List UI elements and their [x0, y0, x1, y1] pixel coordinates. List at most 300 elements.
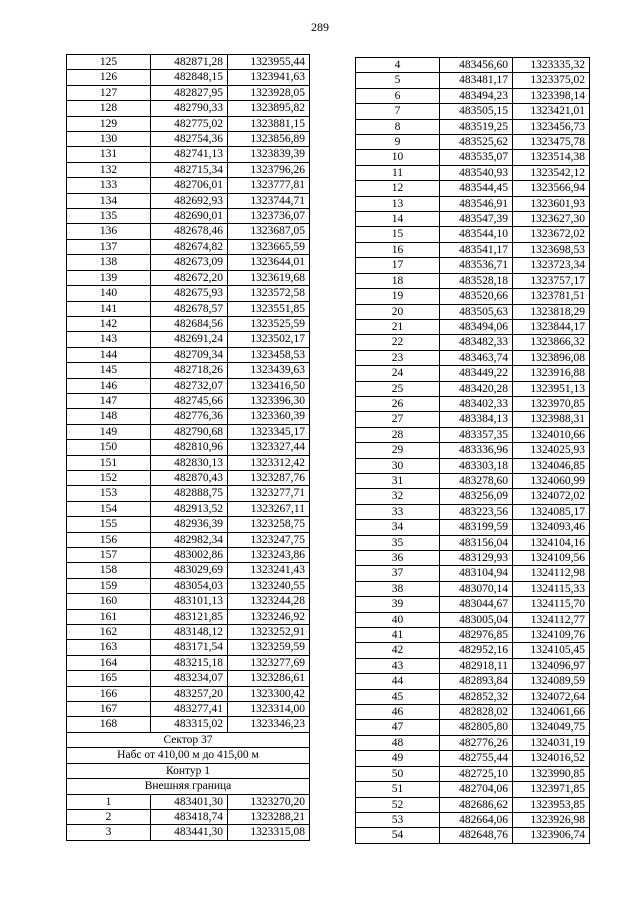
point-number: 167	[67, 702, 151, 717]
point-number: 4	[356, 58, 440, 73]
x-coordinate: 483101,13	[151, 594, 228, 609]
y-coordinate: 1323896,08	[513, 350, 590, 365]
point-number: 10	[356, 150, 440, 165]
table-row	[356, 658, 590, 673]
y-coordinate: 1324105,45	[513, 643, 590, 658]
y-coordinate: 1323312,42	[228, 455, 310, 470]
point-number: 161	[67, 609, 151, 624]
point-number: 150	[67, 440, 151, 455]
point-number: 166	[67, 686, 151, 701]
y-coordinate: 1324093,46	[513, 520, 590, 535]
y-coordinate: 1324072,64	[513, 689, 590, 704]
x-coordinate: 482704,06	[440, 782, 513, 797]
table-row	[67, 825, 310, 840]
table-row	[67, 563, 310, 578]
y-coordinate: 1324109,76	[513, 628, 590, 643]
y-coordinate: 1323525,59	[228, 316, 310, 331]
x-coordinate: 482745,66	[151, 393, 228, 408]
x-coordinate: 483005,04	[440, 612, 513, 627]
table-row	[67, 594, 310, 609]
x-coordinate: 482678,46	[151, 224, 228, 239]
point-number: 157	[67, 548, 151, 563]
y-coordinate: 1324104,16	[513, 535, 590, 550]
point-number: 146	[67, 378, 151, 393]
y-coordinate: 1323335,32	[513, 58, 590, 73]
y-coordinate: 1323672,02	[513, 227, 590, 242]
y-coordinate: 1323757,17	[513, 273, 590, 288]
table-row	[356, 227, 590, 242]
x-coordinate: 483171,54	[151, 640, 228, 655]
x-coordinate: 483104,94	[440, 566, 513, 581]
x-coordinate: 482976,85	[440, 628, 513, 643]
point-number: 47	[356, 720, 440, 735]
point-number: 140	[67, 286, 151, 301]
table-row	[67, 270, 310, 285]
table-row	[356, 581, 590, 596]
y-coordinate: 1323270,20	[228, 794, 310, 809]
point-number: 21	[356, 319, 440, 334]
y-coordinate: 1323856,89	[228, 132, 310, 147]
y-coordinate: 1324096,97	[513, 658, 590, 673]
y-coordinate: 1324046,85	[513, 458, 590, 473]
table-row	[67, 517, 310, 532]
y-coordinate: 1323895,82	[228, 101, 310, 116]
table-row	[67, 378, 310, 393]
table-row	[356, 812, 590, 827]
x-coordinate: 482691,24	[151, 332, 228, 347]
point-number: 149	[67, 424, 151, 439]
y-coordinate: 1323941,63	[228, 70, 310, 85]
table-row	[356, 88, 590, 103]
point-number: 131	[67, 147, 151, 162]
table-row	[67, 655, 310, 670]
x-coordinate: 482852,32	[440, 689, 513, 704]
table-row	[67, 55, 310, 70]
x-coordinate: 482830,13	[151, 455, 228, 470]
point-number: 143	[67, 332, 151, 347]
y-coordinate: 1323990,85	[513, 766, 590, 781]
table-row	[67, 424, 310, 439]
table-row	[67, 85, 310, 100]
y-coordinate: 1324112,77	[513, 612, 590, 627]
table-row	[67, 239, 310, 254]
contour-label: Контур 1	[67, 763, 310, 778]
table-row	[67, 548, 310, 563]
point-number: 45	[356, 689, 440, 704]
y-coordinate: 1323926,98	[513, 812, 590, 827]
y-coordinate: 1323971,85	[513, 782, 590, 797]
x-coordinate: 482709,34	[151, 347, 228, 362]
x-coordinate: 483234,07	[151, 671, 228, 686]
y-coordinate: 1323458,53	[228, 347, 310, 362]
point-number: 144	[67, 347, 151, 362]
point-number: 54	[356, 828, 440, 843]
y-coordinate: 1324112,98	[513, 566, 590, 581]
x-coordinate: 483278,60	[440, 473, 513, 488]
x-coordinate: 483402,33	[440, 396, 513, 411]
table-row	[356, 751, 590, 766]
x-coordinate: 483121,85	[151, 609, 228, 624]
point-number: 134	[67, 193, 151, 208]
y-coordinate: 1324031,19	[513, 735, 590, 750]
table-row	[67, 301, 310, 316]
y-coordinate: 1324049,75	[513, 720, 590, 735]
x-coordinate: 483536,71	[440, 258, 513, 273]
point-number: 17	[356, 258, 440, 273]
table-row	[356, 304, 590, 319]
x-coordinate: 482755,44	[440, 751, 513, 766]
y-coordinate: 1324010,66	[513, 427, 590, 442]
x-coordinate: 483528,18	[440, 273, 513, 288]
x-coordinate: 483481,17	[440, 73, 513, 88]
point-number: 44	[356, 674, 440, 689]
x-coordinate: 482664,06	[440, 812, 513, 827]
table-row	[67, 209, 310, 224]
y-coordinate: 1323777,81	[228, 178, 310, 193]
point-number: 16	[356, 242, 440, 257]
table-row	[356, 104, 590, 119]
table-row	[67, 393, 310, 408]
table-row	[356, 473, 590, 488]
y-coordinate: 1323866,32	[513, 335, 590, 350]
point-number: 162	[67, 625, 151, 640]
y-coordinate: 1323345,17	[228, 424, 310, 439]
y-coordinate: 1323300,42	[228, 686, 310, 701]
y-coordinate: 1323243,86	[228, 548, 310, 563]
point-number: 155	[67, 517, 151, 532]
point-number: 9	[356, 135, 440, 150]
table-row	[356, 782, 590, 797]
x-coordinate: 483215,18	[151, 655, 228, 670]
y-coordinate: 1324061,66	[513, 705, 590, 720]
y-coordinate: 1323327,44	[228, 440, 310, 455]
y-coordinate: 1323818,29	[513, 304, 590, 319]
table-row	[67, 224, 310, 239]
y-coordinate: 1323241,43	[228, 563, 310, 578]
point-number: 20	[356, 304, 440, 319]
point-number: 136	[67, 224, 151, 239]
point-number: 126	[67, 70, 151, 85]
x-coordinate: 483520,66	[440, 289, 513, 304]
y-coordinate: 1323572,58	[228, 286, 310, 301]
y-coordinate: 1323736,07	[228, 209, 310, 224]
point-number: 160	[67, 594, 151, 609]
x-coordinate: 483315,02	[151, 717, 228, 732]
x-coordinate: 483494,06	[440, 319, 513, 334]
y-coordinate: 1323601,93	[513, 196, 590, 211]
table-row	[356, 520, 590, 535]
point-number: 33	[356, 504, 440, 519]
y-coordinate: 1323951,13	[513, 381, 590, 396]
table-row	[67, 578, 310, 593]
y-coordinate: 1323346,23	[228, 717, 310, 732]
table-row	[67, 671, 310, 686]
point-number: 23	[356, 350, 440, 365]
point-number: 7	[356, 104, 440, 119]
x-coordinate: 483029,69	[151, 563, 228, 578]
table-row	[356, 381, 590, 396]
x-coordinate: 482775,02	[151, 116, 228, 131]
y-coordinate: 1323277,71	[228, 486, 310, 501]
point-number: 158	[67, 563, 151, 578]
x-coordinate: 483525,62	[440, 135, 513, 150]
x-coordinate: 483129,93	[440, 551, 513, 566]
table-row	[356, 504, 590, 519]
y-coordinate: 1323644,01	[228, 255, 310, 270]
x-coordinate: 482692,93	[151, 193, 228, 208]
point-number: 25	[356, 381, 440, 396]
table-row	[356, 412, 590, 427]
point-number: 132	[67, 162, 151, 177]
x-coordinate: 483148,12	[151, 625, 228, 640]
y-coordinate: 1323315,08	[228, 825, 310, 840]
y-coordinate: 1323953,85	[513, 797, 590, 812]
table-row	[67, 440, 310, 455]
table-row	[67, 609, 310, 624]
table-row	[67, 532, 310, 547]
y-coordinate: 1323698,53	[513, 242, 590, 257]
x-coordinate: 483277,41	[151, 702, 228, 717]
point-number: 40	[356, 612, 440, 627]
y-coordinate: 1323665,59	[228, 239, 310, 254]
point-number: 165	[67, 671, 151, 686]
table-row	[356, 766, 590, 781]
y-coordinate: 1323252,91	[228, 625, 310, 640]
y-coordinate: 1324072,02	[513, 489, 590, 504]
table-row	[67, 717, 310, 732]
x-coordinate: 483303,18	[440, 458, 513, 473]
x-coordinate: 483463,74	[440, 350, 513, 365]
table-row	[356, 135, 590, 150]
point-number: 145	[67, 363, 151, 378]
y-coordinate: 1323439,63	[228, 363, 310, 378]
x-coordinate: 483044,67	[440, 597, 513, 612]
x-coordinate: 482673,09	[151, 255, 228, 270]
x-coordinate: 482790,33	[151, 101, 228, 116]
x-coordinate: 482952,16	[440, 643, 513, 658]
table-row	[356, 119, 590, 134]
table-row	[67, 640, 310, 655]
point-number: 148	[67, 409, 151, 424]
point-number: 168	[67, 717, 151, 732]
table-row	[67, 702, 310, 717]
x-coordinate: 482776,26	[440, 735, 513, 750]
table-row	[67, 193, 310, 208]
y-coordinate: 1323288,21	[228, 809, 310, 824]
x-coordinate: 483336,96	[440, 443, 513, 458]
point-number: 32	[356, 489, 440, 504]
point-number: 153	[67, 486, 151, 501]
table-row	[356, 319, 590, 334]
point-number: 12	[356, 181, 440, 196]
table-row	[67, 363, 310, 378]
y-coordinate: 1323375,02	[513, 73, 590, 88]
y-coordinate: 1323514,38	[513, 150, 590, 165]
y-coordinate: 1323796,26	[228, 162, 310, 177]
x-coordinate: 482870,43	[151, 470, 228, 485]
x-coordinate: 483541,17	[440, 242, 513, 257]
point-number: 31	[356, 473, 440, 488]
x-coordinate: 483544,45	[440, 181, 513, 196]
point-number: 41	[356, 628, 440, 643]
table-row	[67, 686, 310, 701]
point-number: 18	[356, 273, 440, 288]
y-coordinate: 1323551,85	[228, 301, 310, 316]
y-coordinate: 1324115,33	[513, 581, 590, 596]
x-coordinate: 483505,15	[440, 104, 513, 119]
x-coordinate: 483401,30	[151, 794, 228, 809]
y-coordinate: 1323723,34	[513, 258, 590, 273]
table-row	[67, 70, 310, 85]
y-coordinate: 1323839,39	[228, 147, 310, 162]
y-coordinate: 1324089,59	[513, 674, 590, 689]
x-coordinate: 482827,95	[151, 85, 228, 100]
table-row	[67, 794, 310, 809]
point-number: 8	[356, 119, 440, 134]
point-number: 3	[67, 825, 151, 840]
y-coordinate: 1323970,85	[513, 396, 590, 411]
y-coordinate: 1324115,70	[513, 597, 590, 612]
table-row	[356, 535, 590, 550]
table-row	[67, 178, 310, 193]
table-row	[356, 597, 590, 612]
y-coordinate: 1323988,31	[513, 412, 590, 427]
point-number: 26	[356, 396, 440, 411]
point-number: 24	[356, 366, 440, 381]
table-row	[356, 181, 590, 196]
x-coordinate: 482848,15	[151, 70, 228, 85]
point-number: 22	[356, 335, 440, 350]
table-row	[356, 566, 590, 581]
x-coordinate: 482648,76	[440, 828, 513, 843]
x-coordinate: 482936,39	[151, 517, 228, 532]
point-number: 48	[356, 735, 440, 750]
x-coordinate: 482718,26	[151, 363, 228, 378]
point-number: 128	[67, 101, 151, 116]
x-coordinate: 483199,59	[440, 520, 513, 535]
y-coordinate: 1323258,75	[228, 517, 310, 532]
table-row	[67, 347, 310, 362]
table-row	[356, 643, 590, 658]
point-number: 1	[67, 794, 151, 809]
x-coordinate: 483002,86	[151, 548, 228, 563]
section-row	[67, 763, 310, 778]
point-number: 156	[67, 532, 151, 547]
point-number: 11	[356, 165, 440, 180]
y-coordinate: 1324025,93	[513, 443, 590, 458]
x-coordinate: 482706,01	[151, 178, 228, 193]
y-coordinate: 1323687,05	[228, 224, 310, 239]
point-number: 164	[67, 655, 151, 670]
point-number: 28	[356, 427, 440, 442]
point-number: 151	[67, 455, 151, 470]
x-coordinate: 483544,10	[440, 227, 513, 242]
point-number: 50	[356, 766, 440, 781]
x-coordinate: 483257,20	[151, 686, 228, 701]
point-number: 154	[67, 501, 151, 516]
point-number: 133	[67, 178, 151, 193]
point-number: 5	[356, 73, 440, 88]
point-number: 125	[67, 55, 151, 70]
y-coordinate: 1323955,44	[228, 55, 310, 70]
point-number: 127	[67, 85, 151, 100]
table-row	[356, 735, 590, 750]
y-coordinate: 1323360,39	[228, 409, 310, 424]
y-coordinate: 1323247,75	[228, 532, 310, 547]
y-coordinate: 1323475,78	[513, 135, 590, 150]
y-coordinate: 1323259,59	[228, 640, 310, 655]
x-coordinate: 483546,91	[440, 196, 513, 211]
x-coordinate: 483505,63	[440, 304, 513, 319]
table-row	[356, 273, 590, 288]
x-coordinate: 482678,57	[151, 301, 228, 316]
x-coordinate: 483494,23	[440, 88, 513, 103]
y-coordinate: 1324016,52	[513, 751, 590, 766]
x-coordinate: 482732,07	[151, 378, 228, 393]
table-row	[356, 828, 590, 843]
point-number: 141	[67, 301, 151, 316]
x-coordinate: 482741,13	[151, 147, 228, 162]
table-row	[356, 612, 590, 627]
y-coordinate: 1323244,28	[228, 594, 310, 609]
y-coordinate: 1323619,68	[228, 270, 310, 285]
x-coordinate: 483420,28	[440, 381, 513, 396]
table-row	[67, 101, 310, 116]
table-row	[67, 409, 310, 424]
table-row	[356, 489, 590, 504]
point-number: 34	[356, 520, 440, 535]
table-row	[356, 212, 590, 227]
point-number: 53	[356, 812, 440, 827]
x-coordinate: 483456,60	[440, 58, 513, 73]
table-row	[356, 443, 590, 458]
x-coordinate: 482686,62	[440, 797, 513, 812]
point-number: 139	[67, 270, 151, 285]
sector-label: Сектор 37	[67, 732, 310, 747]
point-number: 43	[356, 658, 440, 673]
point-number: 37	[356, 566, 440, 581]
point-number: 19	[356, 289, 440, 304]
x-coordinate: 483418,74	[151, 809, 228, 824]
coordinates-table-left	[66, 54, 310, 841]
table-row	[356, 551, 590, 566]
point-number: 27	[356, 412, 440, 427]
point-number: 29	[356, 443, 440, 458]
section-row	[67, 732, 310, 747]
page-number: 289	[311, 20, 329, 34]
y-coordinate: 1323928,05	[228, 85, 310, 100]
table-row	[356, 258, 590, 273]
y-coordinate: 1323881,15	[228, 116, 310, 131]
table-row	[356, 689, 590, 704]
x-coordinate: 482918,11	[440, 658, 513, 673]
point-number: 52	[356, 797, 440, 812]
x-coordinate: 482674,82	[151, 239, 228, 254]
x-coordinate: 483482,33	[440, 335, 513, 350]
table-row	[67, 162, 310, 177]
point-number: 49	[356, 751, 440, 766]
y-coordinate: 1324085,17	[513, 504, 590, 519]
y-coordinate: 1323416,50	[228, 378, 310, 393]
point-number: 38	[356, 581, 440, 596]
x-coordinate: 483223,56	[440, 504, 513, 519]
table-row	[67, 625, 310, 640]
table-row	[67, 486, 310, 501]
x-coordinate: 482888,75	[151, 486, 228, 501]
x-coordinate: 482828,02	[440, 705, 513, 720]
y-coordinate: 1323781,51	[513, 289, 590, 304]
y-coordinate: 1323456,73	[513, 119, 590, 134]
